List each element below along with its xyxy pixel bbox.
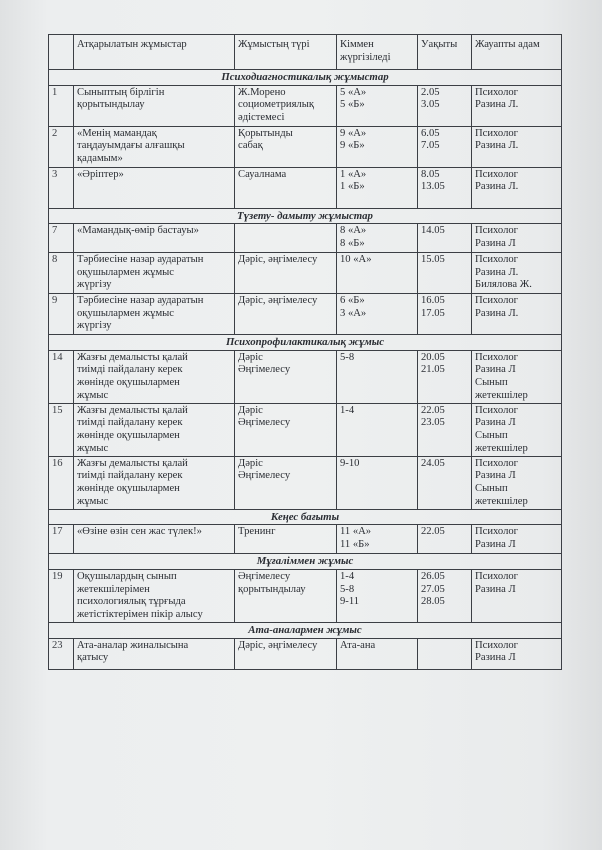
section-heading-row bbox=[49, 554, 562, 570]
cell-time bbox=[418, 294, 472, 335]
cell-line: Дәріс bbox=[238, 404, 263, 416]
cell-resp bbox=[472, 294, 562, 335]
cell-line: Разина Л. bbox=[475, 307, 519, 319]
cell-line: қорытындылау bbox=[238, 583, 306, 595]
cell-line: 27.05 bbox=[421, 583, 445, 595]
cell-line: жұмыс bbox=[77, 495, 109, 507]
table-row bbox=[49, 85, 562, 126]
cell-resp bbox=[472, 167, 562, 208]
cell-num: 23 bbox=[49, 638, 74, 669]
cell-line: Психолог bbox=[475, 639, 519, 651]
cell-line: 16.05 bbox=[421, 295, 445, 307]
cell-num: 1 bbox=[49, 85, 74, 126]
cell-line: «Әріптер» bbox=[77, 168, 124, 180]
cell-line: сабақ bbox=[238, 140, 263, 152]
cell-line: Қорытынды bbox=[238, 127, 293, 139]
cell-line: 22.05 bbox=[421, 526, 445, 538]
section-title: Түзету- дамыту жұмыстар bbox=[49, 208, 562, 224]
cell-line: Сынып bbox=[475, 429, 508, 441]
cell-line: қадамым» bbox=[77, 152, 123, 164]
cell-line: жүргізу bbox=[77, 279, 112, 291]
cell-line: Психолог bbox=[475, 225, 519, 237]
cell-num: 2 bbox=[49, 126, 74, 167]
cell-line: 23.05 bbox=[421, 417, 445, 429]
cell-line: Сынып bbox=[475, 482, 508, 494]
cell-line: Психолог bbox=[475, 86, 519, 98]
section-title: Кеңес бағыты bbox=[49, 509, 562, 525]
cell-num: 16 bbox=[49, 456, 74, 509]
header-resp: Жауапты адам bbox=[472, 35, 562, 70]
cell-resp bbox=[472, 403, 562, 456]
cell-num: 8 bbox=[49, 253, 74, 294]
table-row bbox=[49, 569, 562, 622]
cell-line: Сауалнама bbox=[238, 168, 287, 180]
cell-line: жүргізу bbox=[77, 320, 112, 332]
cell-type bbox=[235, 350, 337, 403]
cell-resp bbox=[472, 126, 562, 167]
cell-line: 13.05 bbox=[421, 181, 445, 193]
cell-num: 3 bbox=[49, 167, 74, 208]
cell-line: Әңгімелесу bbox=[238, 570, 291, 582]
cell-who bbox=[337, 350, 418, 403]
cell-line: жетістіктерімен пікір алысу bbox=[77, 608, 203, 620]
cell-line: 8.05 bbox=[421, 168, 440, 180]
cell-work bbox=[74, 167, 235, 208]
cell-line: 9-11 bbox=[340, 596, 360, 608]
cell-line: Ж.Морено bbox=[238, 86, 286, 98]
table-row bbox=[49, 224, 562, 253]
cell-line: Билялова Ж. bbox=[475, 279, 532, 291]
cell-type bbox=[235, 167, 337, 208]
cell-line: 6.05 bbox=[421, 127, 440, 139]
cell-work bbox=[74, 350, 235, 403]
cell-who bbox=[337, 638, 418, 669]
cell-line: Сыныптың бірлігін bbox=[77, 86, 165, 98]
section-heading-row bbox=[49, 208, 562, 224]
cell-resp bbox=[472, 350, 562, 403]
cell-line: тиімді пайдалану керек bbox=[77, 470, 183, 482]
cell-resp bbox=[472, 525, 562, 554]
cell-line: Разина Л bbox=[475, 237, 516, 249]
table-row bbox=[49, 294, 562, 335]
cell-line: жұмыс bbox=[77, 389, 109, 401]
cell-line: Разина Л bbox=[475, 538, 516, 550]
cell-line: жөнінде оқушылармен bbox=[77, 429, 180, 441]
cell-line: 2.05 bbox=[421, 86, 440, 98]
cell-type bbox=[235, 403, 337, 456]
cell-line: 6 «Б» bbox=[340, 295, 365, 307]
cell-line: 1-4 bbox=[340, 404, 355, 416]
cell-line: 3 «А» bbox=[340, 307, 367, 319]
cell-line: жөнінде оқушылармен bbox=[77, 482, 180, 494]
cell-line: қорытындылау bbox=[77, 99, 145, 111]
cell-line: Әңгімелесу bbox=[238, 470, 291, 482]
cell-resp bbox=[472, 638, 562, 669]
cell-line: Дәріс, әңгімелесу bbox=[238, 254, 318, 266]
cell-line: 22.05 bbox=[421, 404, 445, 416]
cell-line: «Мамандық-өмір бастауы» bbox=[77, 225, 199, 237]
cell-line: Разина Л bbox=[475, 470, 516, 482]
cell-line: Разина Л. bbox=[475, 266, 519, 278]
cell-time bbox=[418, 569, 472, 622]
cell-line: 1 «Б» bbox=[340, 181, 365, 193]
cell-time bbox=[418, 350, 472, 403]
cell-time bbox=[418, 167, 472, 208]
cell-resp bbox=[472, 569, 562, 622]
cell-line: жетекшілер bbox=[475, 495, 528, 507]
cell-line: тиімді пайдалану керек bbox=[77, 417, 183, 429]
cell-line: Ата-ана bbox=[340, 639, 376, 651]
cell-line: 11 «Б» bbox=[340, 538, 370, 550]
cell-line: тиімді пайдалану керек bbox=[77, 364, 183, 376]
cell-line: жетекшілерімен bbox=[77, 583, 150, 595]
cell-line: Жазғы демалысты қалай bbox=[77, 404, 188, 416]
cell-line: жұмыс bbox=[77, 442, 109, 454]
cell-who bbox=[337, 253, 418, 294]
cell-work bbox=[74, 253, 235, 294]
cell-line: Жазғы демалысты қалай bbox=[77, 351, 188, 363]
cell-num: 14 bbox=[49, 350, 74, 403]
cell-num: 15 bbox=[49, 403, 74, 456]
cell-line: психологиялық тұрғыда bbox=[77, 596, 186, 608]
cell-who bbox=[337, 167, 418, 208]
cell-type bbox=[235, 638, 337, 669]
table-body bbox=[49, 35, 562, 670]
cell-line: Психолог bbox=[475, 526, 519, 538]
cell-who bbox=[337, 456, 418, 509]
cell-who bbox=[337, 294, 418, 335]
cell-line: 11 «А» bbox=[340, 526, 372, 538]
cell-line: әдістемесі bbox=[238, 111, 285, 123]
cell-line: Дәріс, әңгімелесу bbox=[238, 639, 318, 651]
cell-line: Оқушылардың сынып bbox=[77, 570, 177, 582]
work-plan-table bbox=[48, 34, 562, 670]
cell-time bbox=[418, 456, 472, 509]
cell-who bbox=[337, 85, 418, 126]
cell-line: Әңгімелесу bbox=[238, 364, 291, 376]
cell-line: 3.05 bbox=[421, 99, 440, 111]
cell-line: жөнінде оқушылармен bbox=[77, 376, 180, 388]
cell-time bbox=[418, 85, 472, 126]
cell-line: Психолог bbox=[475, 570, 519, 582]
cell-line: 20.05 bbox=[421, 351, 445, 363]
cell-work bbox=[74, 569, 235, 622]
cell-line: Разина Л bbox=[475, 417, 516, 429]
cell-type bbox=[235, 569, 337, 622]
cell-line: қатысу bbox=[77, 652, 109, 664]
cell-type bbox=[235, 525, 337, 554]
section-title: Ата-аналармен жұмыс bbox=[49, 622, 562, 638]
cell-line: таңдауымдағы алғашқы bbox=[77, 140, 185, 152]
table-row bbox=[49, 253, 562, 294]
cell-line: 8 «А» bbox=[340, 225, 367, 237]
cell-line: Разина Л bbox=[475, 364, 516, 376]
cell-num: 7 bbox=[49, 224, 74, 253]
cell-line: Сынып bbox=[475, 376, 508, 388]
cell-line: Психолог bbox=[475, 254, 519, 266]
cell-line: 5 «А» bbox=[340, 86, 367, 98]
cell-who bbox=[337, 569, 418, 622]
cell-work bbox=[74, 294, 235, 335]
cell-line: Тәрбиесіне назар аударатын bbox=[77, 254, 204, 266]
cell-time bbox=[418, 224, 472, 253]
cell-line: Разина Л. bbox=[475, 140, 519, 152]
cell-line: «Өзіне өзін сен жас түлек!» bbox=[77, 526, 202, 538]
cell-line: жетекшілер bbox=[475, 389, 528, 401]
cell-work bbox=[74, 224, 235, 253]
cell-num: 17 bbox=[49, 525, 74, 554]
cell-resp bbox=[472, 456, 562, 509]
section-heading-row bbox=[49, 335, 562, 351]
cell-who bbox=[337, 525, 418, 554]
cell-line: 9 «Б» bbox=[340, 140, 365, 152]
cell-line: Психолог bbox=[475, 168, 519, 180]
cell-line: социометриялық bbox=[238, 99, 314, 111]
cell-line: Тәрбиесіне назар аударатын bbox=[77, 295, 204, 307]
cell-line: 5-8 bbox=[340, 583, 355, 595]
section-heading-row bbox=[49, 70, 562, 86]
cell-line: жетекшілер bbox=[475, 442, 528, 454]
header-work: Атқарылатын жұмыстар bbox=[74, 35, 235, 70]
cell-work bbox=[74, 403, 235, 456]
cell-line: Разина Л bbox=[475, 583, 516, 595]
cell-work bbox=[74, 456, 235, 509]
cell-time bbox=[418, 126, 472, 167]
table-row bbox=[49, 126, 562, 167]
cell-line: 9 «А» bbox=[340, 127, 367, 139]
cell-time bbox=[418, 253, 472, 294]
cell-line: 1-4 bbox=[340, 570, 355, 582]
cell-line: 7.05 bbox=[421, 140, 440, 152]
cell-type bbox=[235, 85, 337, 126]
cell-resp bbox=[472, 85, 562, 126]
cell-line: оқушылармен жұмыс bbox=[77, 266, 175, 278]
cell-who bbox=[337, 224, 418, 253]
cell-line: 10 «А» bbox=[340, 254, 372, 266]
cell-time bbox=[418, 403, 472, 456]
cell-line: Дәріс bbox=[238, 457, 263, 469]
cell-line: Психолог bbox=[475, 457, 519, 469]
cell-time bbox=[418, 638, 472, 669]
cell-line: Психолог bbox=[475, 404, 519, 416]
cell-resp bbox=[472, 224, 562, 253]
cell-work bbox=[74, 525, 235, 554]
table-row bbox=[49, 525, 562, 554]
cell-line: Дәріс bbox=[238, 351, 263, 363]
table-row bbox=[49, 638, 562, 669]
table-row bbox=[49, 456, 562, 509]
header-who: Кіммен жүргізіледі bbox=[337, 35, 418, 70]
cell-who bbox=[337, 126, 418, 167]
cell-line: Разина Л bbox=[475, 652, 516, 664]
section-title: Психопрофилактикалық жұмыс bbox=[49, 335, 562, 351]
cell-line: 15.05 bbox=[421, 254, 445, 266]
cell-line: Разина Л. bbox=[475, 181, 519, 193]
cell-line: 1 «А» bbox=[340, 168, 367, 180]
cell-line: оқушылармен жұмыс bbox=[77, 307, 175, 319]
cell-line: 5 «Б» bbox=[340, 99, 365, 111]
cell-line: Тренинг bbox=[238, 526, 276, 538]
cell-line: 9-10 bbox=[340, 457, 360, 469]
cell-line: Психолог bbox=[475, 127, 519, 139]
cell-who bbox=[337, 403, 418, 456]
table-row bbox=[49, 403, 562, 456]
cell-work bbox=[74, 85, 235, 126]
cell-type bbox=[235, 224, 337, 253]
header-num bbox=[49, 35, 74, 70]
cell-line: 26.05 bbox=[421, 570, 445, 582]
cell-line: Әңгімелесу bbox=[238, 417, 291, 429]
table-row bbox=[49, 350, 562, 403]
section-heading-row bbox=[49, 622, 562, 638]
cell-line: 8 «Б» bbox=[340, 237, 365, 249]
cell-line: 5-8 bbox=[340, 351, 355, 363]
cell-type bbox=[235, 294, 337, 335]
cell-line: 17.05 bbox=[421, 307, 445, 319]
cell-num: 9 bbox=[49, 294, 74, 335]
cell-line: Психолог bbox=[475, 351, 519, 363]
cell-num: 19 bbox=[49, 569, 74, 622]
cell-line: Дәріс, әңгімелесу bbox=[238, 295, 318, 307]
table-header-row bbox=[49, 35, 562, 70]
cell-type bbox=[235, 253, 337, 294]
table-row bbox=[49, 167, 562, 208]
cell-work bbox=[74, 126, 235, 167]
cell-line: «Менің мамандақ bbox=[77, 127, 157, 139]
cell-line: Жазғы демалысты қалай bbox=[77, 457, 188, 469]
cell-line: 28.05 bbox=[421, 596, 445, 608]
section-title: Психодиагностикалық жұмыстар bbox=[49, 70, 562, 86]
header-time: Уақыты bbox=[418, 35, 472, 70]
cell-line: 21.05 bbox=[421, 364, 445, 376]
cell-work bbox=[74, 638, 235, 669]
cell-time bbox=[418, 525, 472, 554]
cell-line: Психолог bbox=[475, 295, 519, 307]
cell-line: Ата-аналар жиналысына bbox=[77, 639, 189, 651]
cell-line: 14.05 bbox=[421, 225, 445, 237]
cell-type bbox=[235, 126, 337, 167]
section-title: Мұғаліммен жұмыс bbox=[49, 554, 562, 570]
cell-line: 24.05 bbox=[421, 457, 445, 469]
cell-resp bbox=[472, 253, 562, 294]
section-heading-row bbox=[49, 509, 562, 525]
header-type: Жұмыстың түрі bbox=[235, 35, 337, 70]
cell-line: Разина Л. bbox=[475, 99, 519, 111]
cell-type bbox=[235, 456, 337, 509]
